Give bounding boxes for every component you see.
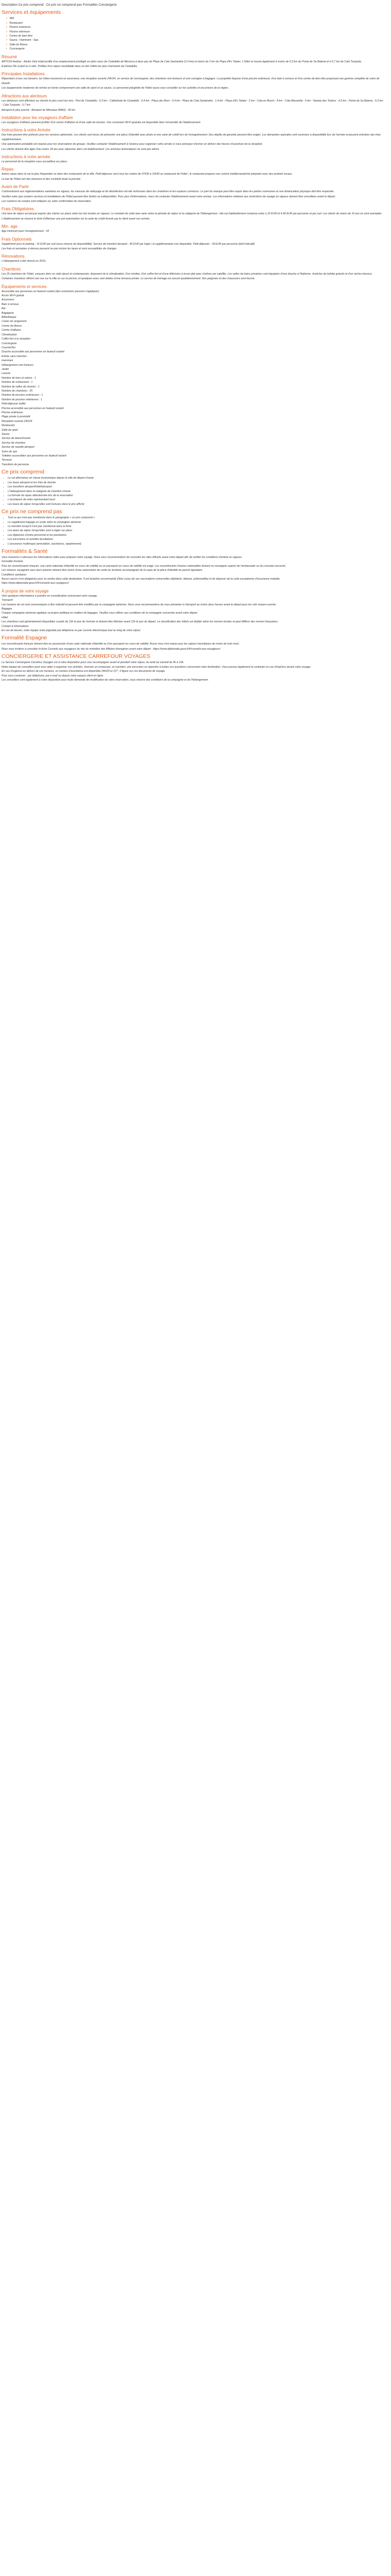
equipements-line: Bar <box>2 307 6 311</box>
conciergerie-section <box>2 653 384 682</box>
ne-comprend-item: • Les dépenses d'ordre personnel et les pourboires <box>8 533 384 537</box>
chambres-paragraph: Certaines chambres offrent une vue sur la ville ou sur la piscine, et quelques-unes sont dotées d'une terrasse privée. Le service de ménage est assuré quotidiennement. Des peignoirs et des chaussons sont fournis. <box>2 277 255 281</box>
equipements-line: Service de navette aéroport <box>2 446 35 449</box>
equipements-section <box>2 284 384 467</box>
formalites-line: Vous trouverez ci-dessous les informations utiles pour préparer votre voyage. Nous vous recommandons de consulter les sites officiels avant votre départ afin de vérifier les conditions d'entrée en vigueur. <box>2 555 242 559</box>
equipements-line: Entrée sans marches <box>2 354 27 358</box>
services-list <box>2 16 384 51</box>
ne-comprend-section <box>2 508 384 546</box>
resume-section <box>2 54 384 69</box>
check-icon: ✓ <box>6 30 8 33</box>
ne-comprend-item: • Le transfert lorsqu'il n'est pas mentionné dans la fiche <box>8 524 384 529</box>
equipements-title: Équipements et services <box>2 284 47 289</box>
equipements-line: Toilettes accessibles aux personnes en fauteuil roulant <box>2 454 67 458</box>
propos-line: Les chambres sont généralement disponibles à partir de 15h le jour de l'arrivée et doivent être libérées avant 12h le jour du départ. La classification des hôtels est établie selon les normes locales et peut différer des normes françaises. <box>2 620 279 624</box>
principales-title: Principales Installations <box>2 72 45 77</box>
options-paragraph: Les frais et acomptes ci-dessus peuvent ne pas inclure les taxes et sont susceptibles de changer. <box>2 247 117 250</box>
formalites-title: Formalités & Santé <box>2 548 48 554</box>
equipements-line: Centre d'affaires <box>2 329 21 332</box>
equipements-line: Sauna <box>2 433 10 436</box>
equipements-line: Conciergerie <box>2 342 17 345</box>
espagne-paragraph: Les ressortissants français doivent être en possession d'une carte nationale d'identité ou d'un passeport en cours de validité. Aucun visa n'est requis pour les séjours touristiques de moins de trois mois. <box>2 642 240 646</box>
ne-comprend-item: • Les taxes de séjour lorsqu'elles sont à régler sur place <box>8 529 384 533</box>
service-label: Wifi <box>9 17 14 21</box>
arrivee-title: Instructions à votre arrivée <box>2 154 51 159</box>
services-title: Services et équipements <box>2 9 61 16</box>
services-section <box>2 9 384 51</box>
min-age-section <box>2 224 384 233</box>
formalites-line: Aucun vaccin n'est obligatoire pour se rendre dans cette destination. Il est toutefois recommandé d'être à jour de ses vaccinations universelles (diphtérie, tétanos, poliomyélite) et de disposer de la carte européenne d'assurance maladie. <box>2 578 281 581</box>
propos-line: Voici quelques informations à prendre en considération concernant votre voyage. <box>2 594 98 598</box>
equipements-line: Climatisation <box>2 333 17 336</box>
avant-paragraph: Veuillez noter que certains services et installations de l'hôtel peuvent être limités ou indisponibles. Pour plus d'informations, merci de contacter l'établissement avant votre arrivée. Les informations relatives aux restrictions de voyage en vigueur doivent être consultées avant le départ. <box>2 195 336 198</box>
comprend-item: • Les taxes aéroport et les frais de dossier <box>8 481 384 485</box>
ne-comprend-title: Ce prix ne comprend pas <box>2 509 62 515</box>
service-label: Piscine intérieure <box>9 30 30 33</box>
formalites-line: https://www.diplomatie.gouv.fr/fr/conseils-aux-voyageurs/ <box>2 582 69 585</box>
espagne-paragraph: Nous vous invitons à consulter la fiche Conseils aux voyageurs du site du ministère des Affaires étrangères avant votre départ : https://www.diplomatie.gouv.fr/fr/conseils-aux-voyageurs/ <box>2 647 221 651</box>
renovations-paragraph: L'hébergement a été rénové en 2019. <box>2 260 46 263</box>
propos-line: En cas de besoin, notre équipe reste joignable par téléphone ou par courrier électronique tout au long de votre séjour. <box>2 629 141 633</box>
equipements-line: Bibliothèque <box>2 316 17 319</box>
equipements-line: Petit-déjeuner buffet <box>2 402 26 406</box>
resume-paragraph: Explorez l'île à pied ou à vélo. Profitez d'un séjour inoubliable dans un des hôtels les plus charmants de Ciutadella. <box>2 65 138 69</box>
service-label: Conciergerie <box>9 47 25 51</box>
propos-line: Transport <box>2 599 13 602</box>
check-icon: ✓ <box>6 39 8 42</box>
propos-title: À propos de votre voyage <box>2 588 49 594</box>
frais-paragraph: Une taxe de séjour est perçue auprès des clients sur place selon les lois locales en vigueur. Le montant de cette taxe varie selon la période de séjour et la catégorie de l'hébergement ; elle est habituellement comprise entre 1,10 EUR et 4,40 EUR par personne et par nuit. Les clients de moins de 16 ans en sont exemptés. <box>2 212 382 216</box>
equipements-line: Accessible aux personnes en fauteuil roulant (des restrictions peuvent s'appliquer) <box>2 290 99 293</box>
chambres-section <box>2 266 384 281</box>
comprend-title: Ce prix comprend <box>2 469 44 476</box>
repas-paragraph: Autres repas dans la rue la plus fréquentée ou dans des restaurants de la ville. Petit-déjeuner servi tous les matins de 07h30 à 10h30 au restaurant de l'hôtel ; le restaurant propose une cuisine méditerranéenne préparée avec des produits locaux. <box>2 173 293 176</box>
frais-title: Frais Obligatoires <box>2 207 34 212</box>
comprend-item: • Les transferts aéroport/hôtel/aéroport <box>8 485 384 489</box>
ne-comprend-item: • L'assurance multirisque (annulation, assistance, rapatriement) <box>8 542 384 546</box>
conciergerie-line: En cas d'urgence en dehors de ces horaires, un numéro d'assistance est disponible 24h/24 et 7j/7 ; il figure sur vos documents de voyage. <box>2 670 166 673</box>
comprend-list <box>2 476 384 506</box>
formalites-section <box>2 548 384 586</box>
repas-section <box>2 166 384 181</box>
equipements-line: Transferts de personne <box>2 463 29 466</box>
avant-paragraph: Les numéros de contact sont indiqués sur votre confirmation de réservation. <box>2 199 92 203</box>
equipements-line: Nombre de salles de réunion : 1 <box>2 385 40 388</box>
equipements-list <box>2 290 384 467</box>
min-age-title: Min. age <box>2 224 18 229</box>
equipements-line: Nombre de piscines extérieures : 1 <box>2 394 43 397</box>
equipements-line: Nombre de piscines intérieures : 1 <box>2 398 42 401</box>
service-label: Centre de bien-être <box>9 35 33 38</box>
service-label: Restaurant <box>9 21 23 25</box>
equipements-line: Plage privée à proximité <box>2 415 30 419</box>
equipements-line: Nombre de restaurants : 1 <box>2 381 33 384</box>
section-nav-text: Description Ce prix comprend : Ce prix ne comprend pas Formalités Conciergerie <box>2 3 117 7</box>
equipements-line: Nombre de chambres : 25 <box>2 389 32 393</box>
comprend-section <box>2 468 384 506</box>
service-label: Piscine extérieure <box>9 26 31 29</box>
min-age-paragraph: Age minimum pour l'enregistrement : 18 <box>2 230 49 233</box>
equipements-line: Courrier/fax <box>2 346 16 349</box>
check-icon: ✓ <box>6 47 8 51</box>
resume-paragraph: ARTICHI Audrey - Adults Only Hotel profite d'un emplacement privilégié en plein cœur de Ciutadella de Menorca à deux pas de Playa de Cala Santandria (1,4 km) et moins de 2 km de Playa d'Es Talaier. L'hôtel se trouve également à moins de 5,3 km de Punta de Sa Bateria et à 5,7 km de Cala Turqueta. <box>2 60 362 63</box>
principales-paragraph: Les équipements modernes de remise en forme comprennent une salle de sport et un sauna. Le personnel polyglotte de l'hôtel saura vous conseiller sur les activités et excursions de la région. <box>2 87 229 90</box>
comprend-item: • L'hébergement dans la catégorie de chambre choisie <box>8 489 384 494</box>
visite-section <box>2 127 384 151</box>
options-paragraph: Supplément pour le parking : 15 EUR par nuit (sous réserve de disponibilité). Service de transfert aéroport : 45 EUR par trajet. Lit supplémentaire non disponible. Petit-déjeuner : 18 EUR par personne (tarif indicatif). <box>2 242 255 246</box>
equipements-line: Salle de sport <box>2 428 18 432</box>
equipements-line: Service de blanchisserie <box>2 437 31 440</box>
attractions-section <box>2 93 384 112</box>
installations-paragraph: Les voyageurs d'affaires peuvent profiter d'un centre d'affaires et d'une salle de réunion. Une connexion Wi-Fi gratuite est disponible dans l'ensemble de l'établissement. <box>2 121 201 124</box>
propos-section <box>2 588 384 633</box>
service-item <box>6 38 384 42</box>
formalites-line: Formalité d'entrée <box>2 560 23 564</box>
equipements-line: Service de chambre <box>2 441 26 445</box>
equipements-line: Douche accessible aux personnes en fauteuil roulant <box>2 350 64 354</box>
comprend-item: • L'assistance de notre représentant local <box>8 498 384 502</box>
service-item <box>6 16 384 21</box>
equipements-line: Casier de rangement <box>2 320 27 324</box>
equipements-line: Centre de fitness <box>2 324 22 328</box>
avant-section <box>2 184 384 204</box>
visite-title: Instructions à votre Arrivée <box>2 128 51 133</box>
renovations-section <box>2 253 384 263</box>
attractions-paragraph: Aéroport le plus proche : Aéroport de Minorque (MAH) : 46 km <box>2 108 75 112</box>
check-icon: ✓ <box>6 35 8 38</box>
service-item <box>6 43 384 47</box>
chambres-title: Chambres <box>2 266 21 272</box>
repas-paragraph: Le bar de l'hôtel sert des boissons et des cocktails toute la journée. <box>2 177 82 181</box>
service-item <box>6 47 384 51</box>
principales-paragraph: Répondant à tous vos besoins, les hôtes trouveront un ascenseur, une réception ouverte 24h/24, un service de conciergerie, des chambres non-fumeurs et une consigne à bagages. La propriété dispose d'une piscine extérieure, d'un bain à remous et d'un centre de bien-être proposant une gamme complète de soins de beauté. <box>2 77 380 85</box>
formalites-body <box>2 555 384 586</box>
service-item <box>6 21 384 25</box>
equipements-line: Hammam <box>2 359 13 363</box>
equipements-line: Bain à remous <box>2 302 19 306</box>
service-item <box>6 30 384 34</box>
propos-line: Bagages <box>2 607 12 611</box>
conciergerie-line: Notre équipe de conseillers peut vous aider à organiser vos activités, réserver un restaurant, un transfert, une excursion ou répondre à toutes vos questions concernant votre destination. Vous pouvez également la contacter en cas d'imprévu durant votre voyage. <box>2 665 312 669</box>
options-title: Frais Optionnels <box>2 236 32 242</box>
visite-paragraph: Les clients doivent être âgés d'au moins 18 ans pour séjourner dans cet établissement. Les animaux domestiques ne sont pas admis. <box>2 147 160 151</box>
arrivee-section <box>2 154 384 164</box>
installations-section <box>2 115 384 125</box>
service-label: Sauna - Hammam - Spa <box>9 39 39 42</box>
check-icon: ✓ <box>6 17 8 21</box>
conciergerie-title: CONCIERGERIE ET ASSISTANCE CARREFOUR VOYAGES <box>2 653 151 660</box>
service-label: Salle de fitness <box>9 43 28 46</box>
equipements-line: Hébergement non-fumeurs <box>2 363 34 367</box>
check-icon: ✓ <box>6 43 8 46</box>
page-root <box>0 0 391 685</box>
formalites-line: Les mineurs voyageant sans leurs parents doivent être munis d'une autorisation de sortie du territoire accompagnée de la copie de la pièce d'identité du parent signataire. <box>2 569 203 572</box>
equipements-line: Restaurant <box>2 424 15 428</box>
frais-paragraph: L'établissement se réserve le droit d'effectuer une pré-autorisation sur la carte de crédit fournie par le client avant son arrivée. <box>2 217 151 221</box>
propos-line: Hôtel <box>2 616 8 619</box>
visite-paragraph: Une autorisation préalable est requise pour les réservations de groupe. Veuillez contacter l'établissement à l'avance pour organiser votre arrivée si vous prévoyez d'arriver en dehors des heures d'ouverture de la réception. <box>2 143 263 146</box>
renovations-title: Rénovations <box>2 254 25 259</box>
formalite-espagne-section <box>2 634 384 651</box>
ne-comprend-list <box>2 516 384 546</box>
comprend-item: • La formule de repas sélectionnée lors de la réservation <box>8 494 384 498</box>
chambres-paragraph: Les 25 chambres de l'hôtel, conçues dans un style épuré et contemporain, disposent de la climatisation, d'un minibar, d'un coffre-fort et d'une télévision à écran plat avec chaînes par satellite. Les salles de bains privatives sont équipées d'une douche à l'italienne, d'articles de toilette gratuits et d'un sèche-cheveux. <box>2 272 373 276</box>
ne-comprend-item: • Les excursions et activités facultatives <box>8 537 384 541</box>
conciergerie-line: Les conseillers sont également à votre disposition pour toute demande de modification de votre réservation, sous réserve des conditions de la compagnie et de l'hébergement. <box>2 678 209 682</box>
equipements-line: Nombre de bars et salons : 1 <box>2 376 36 380</box>
avant-paragraph: Conformément aux réglementations sanitaires en vigueur, les mesures de nettoyage et de désinfection ont été renforcées dans les chambres et les espaces communs. Le port du masque peut être requis dans les parties communes et une distanciation physique doit être respectée. <box>2 190 335 194</box>
avant-title: Avant de Partir <box>2 184 29 190</box>
conciergerie-line: Pour nous contacter : par téléphone, par e-mail ou depuis votre espace client en ligne. <box>2 674 104 677</box>
conciergerie-line: Le Service Conciergerie Carrefour Voyages est à votre disposition pour vous accompagner avant et pendant votre séjour, du lundi au samedi de 9h à 19h. <box>2 661 184 665</box>
equipements-line: Jardin <box>2 367 9 371</box>
service-item <box>6 34 384 38</box>
check-icon: ✓ <box>6 21 8 25</box>
resume-title: Résumé <box>2 54 17 59</box>
visite-paragraph: Des frais peuvent être prélevés pour les services optionnels. Les clients sont tenus de présenter une pièce d'identité avec photo et une carte de crédit lors de l'enregistrement. Des dépôts de garantie peuvent être exigés. Les demandes spéciales sont soumises à disponibilité lors de l'arrivée et peuvent entraîner des frais supplémentaires. <box>2 133 381 141</box>
equipements-line: Accès Wi-Fi gratuit <box>2 294 24 298</box>
attractions-title: Attractions aux alentours <box>2 93 47 98</box>
equipements-line: Réception ouverte 24h/24 <box>2 419 32 423</box>
comprend-item: • Le vol aller/retour en classe économique depuis la ville de départ choisie <box>8 476 384 480</box>
conciergerie-body <box>2 660 384 682</box>
equipements-line: Piscine extérieure <box>2 411 23 414</box>
equipements-line: Coffre-fort à la réception <box>2 337 30 341</box>
options-section <box>2 236 384 251</box>
propos-line: Chaque compagnie aérienne applique sa propre politique en matière de bagages. Veuillez vous référer aux conditions de la compagnie concernée avant votre départ. <box>2 612 198 615</box>
formalite-espagne-title: Formalité Espagne <box>2 635 47 641</box>
propos-body <box>2 594 384 633</box>
installations-title: Installation pour les voyageurs d'affaire <box>2 115 73 120</box>
check-icon: ✓ <box>6 26 8 29</box>
frais-section <box>2 206 384 221</box>
formalites-line: Pour les ressortissants français, une carte nationale d'identité en cours de validité ou un passeport en cours de validité est exigé. Les ressortissants d'autres nationalités doivent se renseigner auprès de l'ambassade ou du consulat concerné. <box>2 564 286 568</box>
equipements-line: Soins de spa <box>2 450 17 453</box>
propos-line: Contact & informations <box>2 624 29 628</box>
arrivee-paragraph: Le personnel de la réception vous accueillera sur place. <box>2 160 68 163</box>
attractions-paragraph: Les distances sont affichées au chemin le plus court (en km) - Port de Ciutadella : 0,3 km - Cathédrale de Ciutadella : 0,4 km - Plaça des Born : 0,4 km - Playa de Cala Santandria : 1,4 km - Playa d'Es Talaier : 2 km - Cala en Bosch : 8 km - Cala Macarella : 9 km - Naveta des Tudons : 4,5 km - Punta de Sa Bateria : 5,3 km - Cala Turqueta : 5,7 km. <box>2 99 383 107</box>
comprend-item: • Les taxes de séjour lorsqu'elles sont incluses dans le prix affiché <box>8 502 384 506</box>
propos-line: Les horaires de vol sont communiqués à titre indicatif et peuvent être modifiés par la compagnie aérienne. Nous vous recommandons de vous présenter à l'aéroport au moins deux heures avant le départ pour les vols moyen-courrier. <box>2 603 277 606</box>
equipements-line: Ascenseur <box>2 298 14 302</box>
equipements-line: Piscine accessible aux personnes en fauteuil roulant <box>2 406 64 410</box>
equipements-line: Laverie <box>2 372 11 376</box>
formalites-line: Conditions sanitaires <box>2 573 27 577</box>
repas-title: Repas <box>2 167 14 172</box>
equipements-line: Bagagerie <box>2 311 14 315</box>
ne-comprend-item: • Tout ce qui n'est pas mentionné dans le paragraphe « ce prix comprend » <box>8 516 384 520</box>
equipements-line: Terrasse <box>2 459 12 462</box>
ne-comprend-item: • Le supplément bagage en soute selon la compagnie aérienne <box>8 520 384 524</box>
principales-section <box>2 71 384 90</box>
service-item <box>6 25 384 29</box>
